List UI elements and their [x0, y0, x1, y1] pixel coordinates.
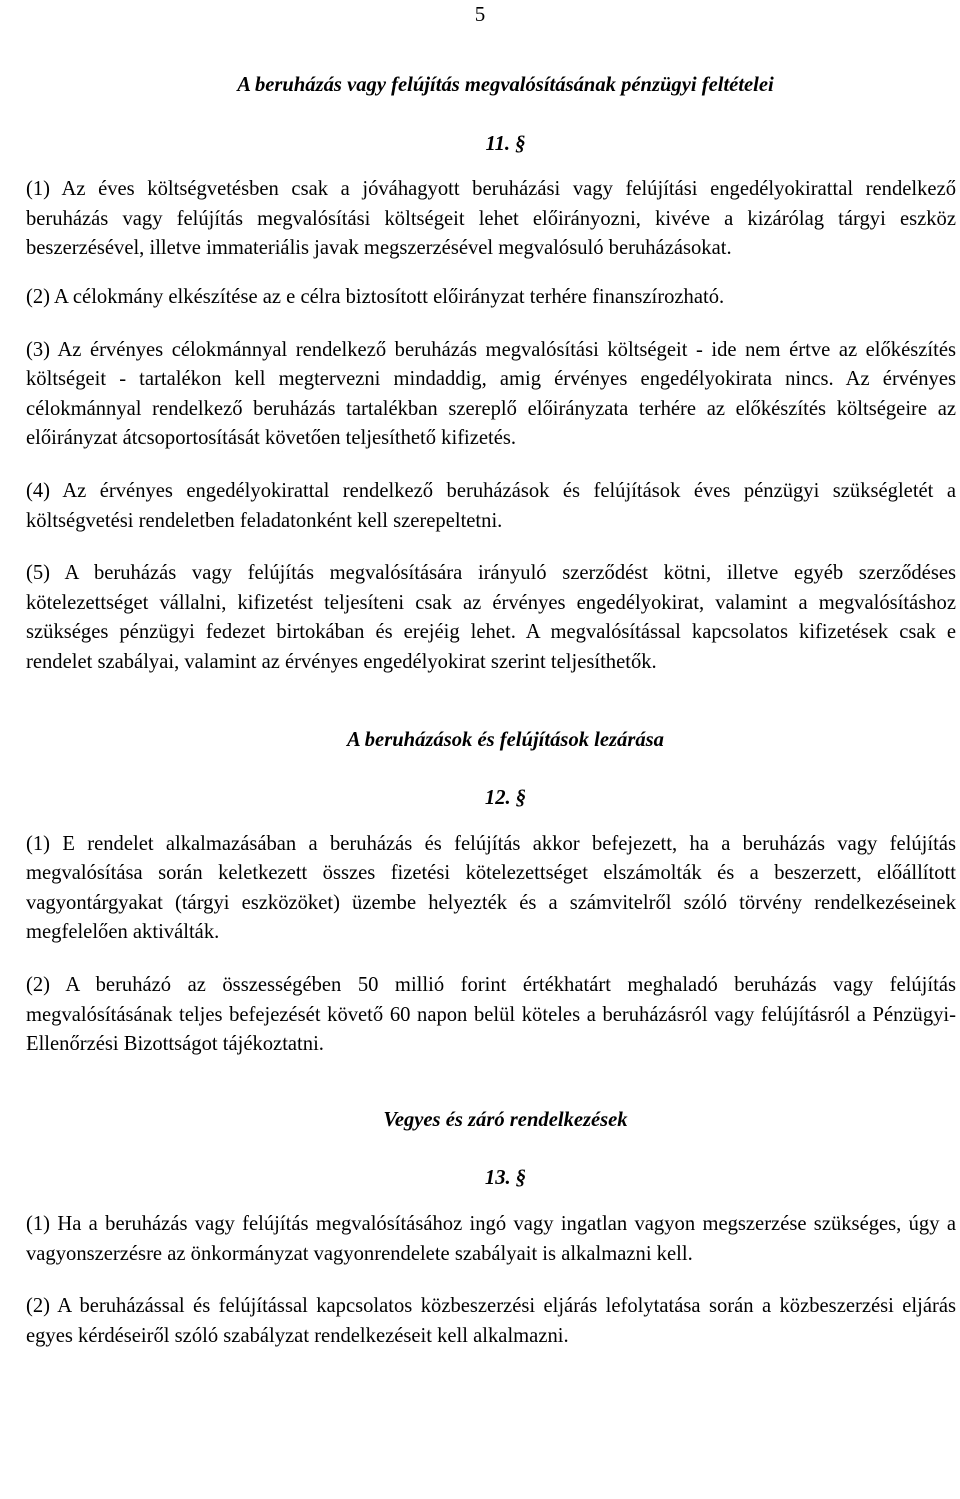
paragraph-11-4	[26, 477, 956, 536]
paragraph-lead: (1)	[26, 178, 62, 201]
paragraph-lead: (5)	[26, 562, 65, 585]
section-heading-final-provisions: Vegyes és záró rendelkezések	[383, 1108, 628, 1131]
section-number-11: 11. §	[485, 132, 526, 155]
paragraph-text: A célokmány elkészítése az e célra biztosított előirányzat terhére finanszírozható.	[54, 285, 725, 308]
section-number-12: 12. §	[484, 787, 527, 810]
paragraph-lead: (2)	[26, 1295, 58, 1318]
paragraph-12-1	[26, 830, 956, 948]
section-heading-financial-conditions: A beruházás vagy felújítás megvalósításának pénzügyi feltételei	[237, 74, 774, 96]
paragraph-lead: (2)	[26, 285, 55, 308]
paragraph-text: Ha a beruházás vagy felújítás megvalósításához ingó vagy ingatlan vagyon megszerzése szükséges, úgy a vagyonszerzésre az önkormányzat vagyonrendelete szabályait is alkalmazni kell.	[26, 1213, 956, 1265]
paragraph-lead: (3)	[26, 338, 58, 361]
paragraph-lead: (1)	[26, 832, 63, 855]
page-number: 5	[474, 2, 486, 26]
section-number-13: 13. §	[484, 1167, 527, 1190]
paragraph-lead: (2)	[26, 974, 66, 997]
paragraph-text: Az érvényes célokmánnyal rendelkező beruházás megvalósítási költségeit - ide nem értve az előkészítés költségeit - tartalékon kell megtervezni mindaddig, amig érvényes engedélyokirata nincs. Az érvényes célokmánnyal rendelkező beruházás tartalékban szereplő előirányzata terhére az előkészítés költségeire az előirányzat átcsoportosítását követően teljesíthető kifizetés.	[26, 338, 957, 450]
section-heading-closing: A beruházások és felújítások lezárása	[347, 728, 664, 751]
paragraph-11-1	[26, 175, 956, 264]
paragraph-11-5	[26, 559, 956, 677]
paragraph-11-3	[26, 336, 956, 454]
paragraph-text: E rendelet alkalmazásában a beruházás és felújítás akkor befejezett, ha a beruházás vagy felújítás megvalósítása során keletkezett összes fizetési kötelezettséget elszámolták és a beszerzett, előállított vagyontárgyakat (tárgyi eszközöket) üzembe helyezték és a számvitelről szóló törvény rendelkezéseinek megfelelően aktiválták.	[26, 832, 956, 944]
document-body	[26, 71, 957, 1351]
paragraph-text: A beruházó az összességében 50 millió forint értékhatárt meghaladó beruházás vagy felújítás megvalósításának teljes befejezését követő 60 napon belül köteles a beruházásról vagy felújításról a Pénzügyi- Ellenőrzési Bizottságot tájékoztatni.	[26, 974, 956, 1056]
paragraph-lead: (1)	[26, 1213, 58, 1236]
paragraph-lead: (4)	[26, 479, 63, 502]
paragraph-text: A beruházás vagy felújítás megvalósítására irányuló szerződést kötni, illetve egyéb szerződéses kötelezettséget vállalni, kifizetést teljesíteni csak az érvényes engedélyokirat, valamint a megvalósításhoz szükséges pénzügyi fedezet birtokában és erejéig lehet. A megvalósítással kapcsolatos kifizetések csak e rendelet szabályai, valamint az érvényes engedélyokirat szerint teljesíthetők.	[26, 562, 956, 673]
paragraph-11-2	[26, 283, 956, 313]
paragraph-12-2	[26, 971, 956, 1060]
paragraph-text: A beruházással és felújítással kapcsolatos közbeszerzési eljárás lefolytatása során a közbeszerzési eljárás egyes kérdéseiről szóló szabályzat rendelkezéseit kell alkalmazni.	[26, 1295, 956, 1347]
paragraph-13-1	[26, 1210, 956, 1269]
paragraph-text: Az érvényes engedélyokirattal rendelkező beruházások és felújítások éves pénzügyi szükségletét a költségvetési rendeletben feladatonként kell szerepeltetni.	[26, 479, 956, 532]
paragraph-text: Az éves költségvetésben csak a jóváhagyott beruházási vagy felújítási engedélyokirattal rendelkező beruházás vagy felújítás megvalósítási költségeit lehet előirányozni, kivéve a kizárólag tárgyi eszköz beszerzésével, illetve immateriális javak megszerzésével megvalósuló beruházásokat.	[26, 178, 957, 260]
paragraph-13-2	[26, 1292, 956, 1351]
